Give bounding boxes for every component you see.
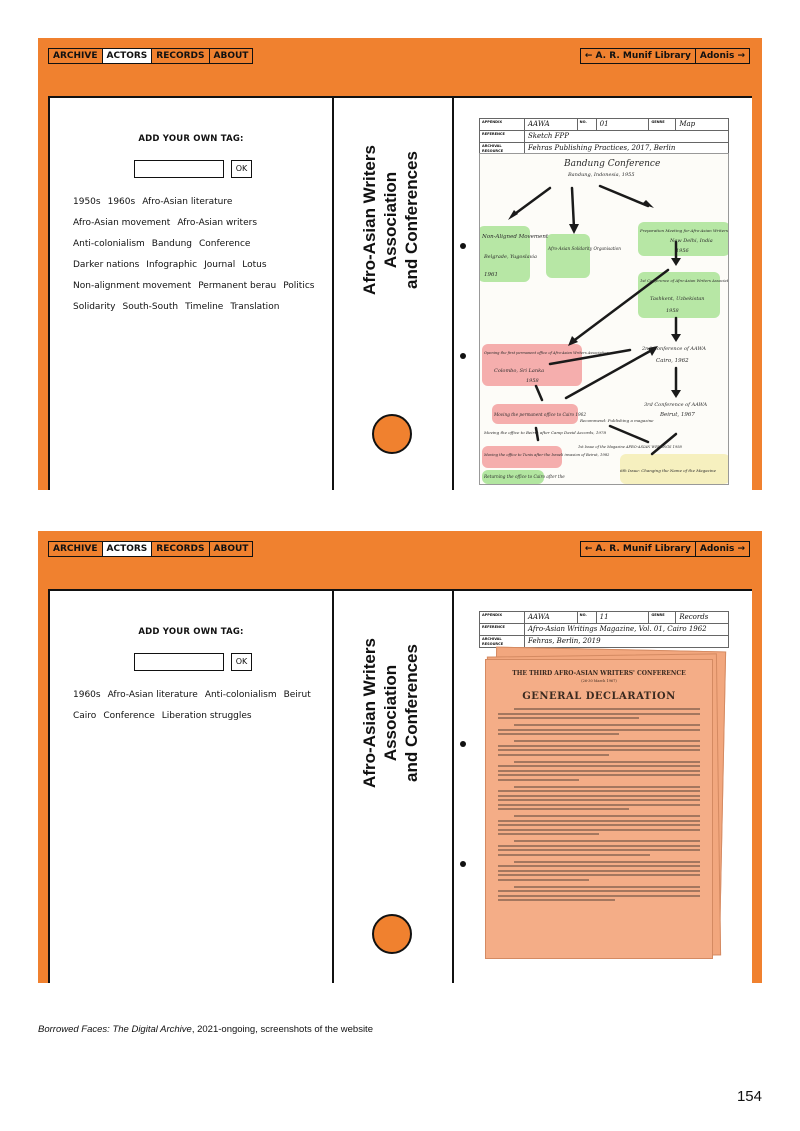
sketch-note: Non-Aligned Movement [482,234,549,240]
sketch-note: 1961 [484,272,498,278]
title-panel [334,98,452,490]
sketch-note: Tashkent, Uzbekistan [650,296,705,302]
genre-label: GENRE [649,119,676,130]
binder-hole-icon [460,741,466,747]
tags-panel [50,98,332,490]
add-tag-label: ADD YOUR OWN TAG: [138,627,244,637]
nav-actors[interactable]: ACTORS [103,542,153,556]
form-row-appendix [480,612,728,624]
sketch-note: Cairo, 1962 [656,358,689,364]
reference-value: Sketch FPP [528,132,569,140]
sketch-note: 1st Issue of the Magazine AFRO-ASIAN WRITINGS 1958 [578,445,682,449]
document-date: (26-30 March 1967) [581,679,617,683]
nav-actors[interactable]: ACTORS [103,49,153,63]
sketch-note: New Delhi, India [670,238,713,244]
sketch-note: Belgrade, Yugoslavia [484,254,537,260]
tags-panel [50,591,332,983]
title-line-3: and Conferences [402,151,421,289]
tag-link[interactable]: Lotus [242,260,267,270]
tag-list [73,685,329,727]
tag-link[interactable]: Beirut [283,690,311,700]
reference-label: REFERENCE [480,131,525,142]
title-line-3: and Conferences [402,644,421,782]
tag-list [73,192,329,318]
sketch-note: Opening the first permanent office of Afro-Asian Writers Association [484,351,609,355]
tag-link[interactable]: Afro-Asian movement [73,218,171,228]
tag-link[interactable]: Afro-Asian literature [107,690,198,700]
sketch-note: Beirut, 1967 [660,412,695,418]
content-panels [48,589,752,983]
tag-link[interactable]: Liberation struggles [161,711,252,721]
actor-title [339,609,447,817]
sketch-note: 1st Conference of Afro-Asian Writers Association [640,278,728,283]
document-title: GENERAL DECLARATION [522,691,676,702]
prev-next-nav [580,541,750,557]
sketch-map [479,153,729,485]
orange-circle-icon[interactable] [372,414,412,454]
actor-title [339,116,447,324]
tag-link[interactable]: Afro-Asian writers [177,218,258,228]
record-form [479,611,729,648]
tag-link[interactable]: Conference [199,239,251,249]
tag-link[interactable]: Journal [204,260,236,270]
sketch-note: Recommend: Publishing a magazine [580,418,654,423]
form-row-reference [480,131,728,143]
website-screenshot-1 [38,38,762,490]
scanned-document-stack [485,649,721,969]
next-actor-link[interactable]: Adonis → [696,542,749,556]
number-label: NO. [578,612,597,623]
document-body [498,708,700,901]
title-line-1: Afro-Asian Writers [360,145,379,295]
genre-value: Map [679,120,696,128]
caption-text: , 2021-ongoing, screenshots of the website [191,1024,373,1035]
appendix-value: AAWA [525,612,578,623]
tag-link[interactable]: 1960s [107,197,136,207]
document-panel [454,591,752,983]
title-line-2: Association [381,171,400,269]
sketch-note: 1958 [666,308,679,314]
record-form [479,118,729,155]
sketch-note: Moving the office to Beirut after Camp David Accords, 1978 [484,430,606,435]
archival-label: ARCHIVAL RESOURCE [480,143,525,154]
appendix-label: APPENDIX [480,119,525,130]
add-tag-label: ADD YOUR OWN TAG: [138,134,244,144]
tag-link[interactable]: 1950s [73,197,101,207]
tag-link[interactable]: Anti-colonialism [73,239,145,249]
form-row-appendix [480,119,728,131]
sketch-note: 3rd Conference of AAWA [644,402,708,408]
number-label: NO. [578,119,597,130]
document-panel [454,98,752,490]
sketch-note: 1956 [676,248,689,254]
nav-records[interactable]: RECORDS [152,49,209,63]
ok-button[interactable]: OK [231,653,252,671]
sketch-note: 2nd Conference of AAWA [642,346,706,352]
binder-hole-icon [460,861,466,867]
title-line-2: Association [381,664,400,762]
form-row-archival [480,636,728,647]
tag-input[interactable] [134,160,224,178]
navbar [38,38,762,98]
archival-label: ARCHIVAL RESOURCE [480,636,525,647]
tag-link[interactable]: Bandung [151,239,193,249]
sketch-note: Colombo, Sri Lanka [494,368,545,374]
main-nav [48,541,253,557]
tag-link[interactable]: Conference [103,711,155,721]
title-line-1: Afro-Asian Writers [360,638,379,788]
tag-link[interactable]: Afro-Asian literature [142,197,233,207]
sketch-note: 1958 [526,378,539,384]
tag-link[interactable]: Darker nations [73,260,140,270]
reference-value: Afro-Asian Writings Magazine, Vol. 01, Cairo 1962 [528,625,707,633]
nav-archive[interactable]: ARCHIVE [49,49,103,63]
caption-title: Borrowed Faces: The Digital Archive [38,1024,192,1035]
prev-actor-link[interactable]: ← A. R. Munif Library [581,49,696,63]
prev-actor-link[interactable]: ← A. R. Munif Library [581,542,696,556]
tag-link[interactable]: South-South [122,302,179,312]
form-row-reference [480,624,728,636]
appendix-label: APPENDIX [480,612,525,623]
declaration-page [485,659,713,959]
content-panels [48,96,752,490]
tag-link[interactable]: Timeline [185,302,224,312]
number-value: 11 [597,612,650,623]
tag-link[interactable]: Infographic [146,260,198,270]
tag-input[interactable] [134,653,224,671]
appendix-value: AAWA [525,119,578,130]
website-screenshot-2 [38,531,762,983]
next-actor-link[interactable]: Adonis → [696,49,749,63]
binder-hole-icon [460,243,466,249]
nav-archive[interactable]: ARCHIVE [49,542,103,556]
sketch-note: Returning the office to Cairo after the [484,474,565,479]
page-number: 154 [736,1088,762,1105]
ok-button[interactable]: OK [231,160,252,178]
archival-value: Fehras, Berlin, 2019 [528,637,601,645]
nav-about[interactable]: ABOUT [210,542,253,556]
tag-link[interactable]: Non-alignment movement [73,281,192,291]
sketch-note: 6th Issue: Changing the Name of the Magazine [620,468,716,473]
main-nav [48,48,253,64]
nav-records[interactable]: RECORDS [152,542,209,556]
number-value: 01 [597,119,650,130]
tag-link[interactable]: Anti-colonialism [204,690,277,700]
binder-hole-icon [460,353,466,359]
sketch-note: Preparation Meeting for Afro-Asian Writers [640,228,728,233]
tag-link[interactable]: Cairo [73,711,97,721]
sketch-note: Moving the permanent office to Cairo 1962 [494,412,586,417]
orange-circle-icon[interactable] [372,914,412,954]
tag-link[interactable]: Translation [230,302,280,312]
sketch-note: Bandung, Indonesia, 1955 [568,172,635,178]
tag-link[interactable]: Permanent berau [198,281,277,291]
tag-link[interactable]: Politics [283,281,315,291]
document-heading: THE THIRD AFRO-ASIAN WRITERS' CONFERENCE [512,670,686,677]
sketch-note: Afro-Asian Solidarity Organisation [548,246,621,251]
archival-value: Fehras Publishing Practices, 2017, Berlin [528,144,676,152]
sketch-note: Bandung Conference [564,159,661,169]
navbar [38,531,762,591]
title-panel [334,591,452,983]
sketch-note: Moving the office to Tunis after the Israeli invasion of Beirut, 1982 [484,453,610,457]
genre-label: GENRE [649,612,676,623]
figure-caption [38,1024,373,1035]
prev-next-nav [580,48,750,64]
reference-label: REFERENCE [480,624,525,635]
genre-value: Records [679,613,709,621]
tag-link[interactable]: Solidarity [73,302,116,312]
tag-link[interactable]: 1960s [73,690,101,700]
nav-about[interactable]: ABOUT [210,49,253,63]
